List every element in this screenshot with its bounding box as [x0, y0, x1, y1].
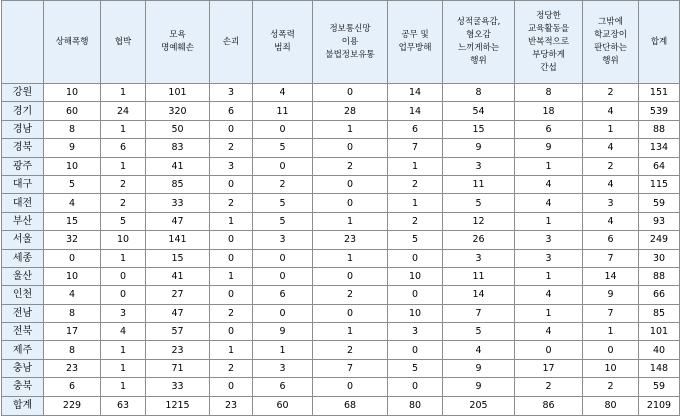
table-row [2, 323, 680, 341]
value-cell: 0 [101, 267, 146, 285]
value-cell: 3 [388, 323, 443, 341]
table-row [2, 212, 680, 230]
value-cell: 1 [313, 249, 388, 267]
value-cell: 14 [388, 102, 443, 120]
value-cell: 115 [639, 175, 680, 193]
value-cell: 50 [146, 120, 210, 138]
table-row [2, 231, 680, 249]
value-cell: 141 [146, 231, 210, 249]
value-cell: 47 [146, 212, 210, 230]
value-cell: 0 [44, 249, 101, 267]
region-cell: 대전 [2, 194, 44, 212]
value-cell: 54 [443, 102, 515, 120]
value-cell: 7 [443, 304, 515, 322]
region-cell: 경북 [2, 139, 44, 157]
column-header: 모욕 명예훼손 [146, 1, 210, 84]
value-cell: 1 [101, 249, 146, 267]
region-cell: 경남 [2, 120, 44, 138]
table-row [2, 175, 680, 193]
value-cell: 15 [443, 120, 515, 138]
value-cell: 47 [146, 304, 210, 322]
value-cell: 1 [583, 323, 639, 341]
value-cell: 27 [146, 286, 210, 304]
value-cell: 3 [515, 249, 583, 267]
value-cell: 249 [639, 231, 680, 249]
value-cell: 0 [210, 120, 253, 138]
value-cell: 148 [639, 359, 680, 377]
value-cell: 2 [515, 378, 583, 396]
table-body [2, 84, 680, 397]
total-value-cell: 86 [515, 396, 583, 415]
value-cell: 3 [210, 84, 253, 102]
value-cell: 0 [210, 378, 253, 396]
value-cell: 0 [313, 139, 388, 157]
value-cell: 0 [515, 341, 583, 359]
value-cell: 0 [210, 249, 253, 267]
value-cell: 2 [388, 212, 443, 230]
value-cell: 5 [443, 194, 515, 212]
value-cell: 5 [253, 194, 313, 212]
value-cell: 28 [313, 102, 388, 120]
value-cell: 0 [583, 341, 639, 359]
total-value-cell: 2109 [639, 396, 680, 415]
value-cell: 1 [210, 341, 253, 359]
value-cell: 0 [101, 286, 146, 304]
total-value-cell: 205 [443, 396, 515, 415]
value-cell: 83 [146, 139, 210, 157]
value-cell: 0 [253, 157, 313, 175]
value-cell: 2 [101, 175, 146, 193]
value-cell: 3 [253, 359, 313, 377]
table-row [2, 194, 680, 212]
table-row [2, 157, 680, 175]
value-cell: 9 [253, 323, 313, 341]
region-cell: 대구 [2, 175, 44, 193]
total-value-cell: 80 [388, 396, 443, 415]
column-header: 합계 [639, 1, 680, 84]
value-cell: 5 [443, 323, 515, 341]
header-corner [2, 1, 44, 84]
value-cell: 15 [44, 212, 101, 230]
value-cell: 8 [515, 84, 583, 102]
value-cell: 11 [443, 175, 515, 193]
total-value-cell: 63 [101, 396, 146, 415]
value-cell: 17 [515, 359, 583, 377]
value-cell: 23 [313, 231, 388, 249]
value-cell: 1 [515, 267, 583, 285]
value-cell: 11 [253, 102, 313, 120]
table-row [2, 249, 680, 267]
table-row [2, 378, 680, 396]
value-cell: 6 [583, 231, 639, 249]
region-cell: 전남 [2, 304, 44, 322]
value-cell: 3 [253, 231, 313, 249]
value-cell: 7 [313, 359, 388, 377]
column-header: 공무 및 업무방해 [388, 1, 443, 84]
region-cell: 울산 [2, 267, 44, 285]
value-cell: 7 [583, 249, 639, 267]
value-cell: 60 [44, 102, 101, 120]
value-cell: 3 [210, 157, 253, 175]
value-cell: 6 [253, 286, 313, 304]
value-cell: 8 [44, 341, 101, 359]
value-cell: 0 [388, 249, 443, 267]
value-cell: 32 [44, 231, 101, 249]
value-cell: 4 [515, 286, 583, 304]
value-cell: 0 [210, 286, 253, 304]
value-cell: 1 [253, 341, 313, 359]
value-cell: 3 [583, 194, 639, 212]
table-row [2, 84, 680, 102]
column-header: 정보통신망 이용 불법정보유통 [313, 1, 388, 84]
value-cell: 17 [44, 323, 101, 341]
value-cell: 0 [210, 175, 253, 193]
value-cell: 30 [639, 249, 680, 267]
value-cell: 2 [388, 175, 443, 193]
value-cell: 6 [388, 120, 443, 138]
value-cell: 5 [101, 212, 146, 230]
table-row [2, 102, 680, 120]
total-value-cell: 1215 [146, 396, 210, 415]
value-cell: 0 [253, 249, 313, 267]
value-cell: 10 [101, 231, 146, 249]
table-row [2, 139, 680, 157]
value-cell: 12 [443, 212, 515, 230]
total-value-cell: 68 [313, 396, 388, 415]
value-cell: 4 [583, 175, 639, 193]
value-cell: 33 [146, 194, 210, 212]
value-cell: 4 [443, 341, 515, 359]
value-cell: 5 [388, 231, 443, 249]
value-cell: 14 [583, 267, 639, 285]
value-cell: 9 [443, 378, 515, 396]
header-row [2, 1, 680, 84]
value-cell: 9 [443, 139, 515, 157]
value-cell: 0 [210, 231, 253, 249]
value-cell: 14 [443, 286, 515, 304]
value-cell: 1 [515, 212, 583, 230]
region-cell: 광주 [2, 157, 44, 175]
value-cell: 2 [101, 194, 146, 212]
value-cell: 9 [44, 139, 101, 157]
table-row [2, 120, 680, 138]
value-cell: 2 [313, 286, 388, 304]
value-cell: 101 [146, 84, 210, 102]
value-cell: 0 [253, 304, 313, 322]
value-cell: 6 [210, 102, 253, 120]
value-cell: 4 [583, 102, 639, 120]
value-cell: 40 [639, 341, 680, 359]
value-cell: 85 [146, 175, 210, 193]
value-cell: 4 [583, 212, 639, 230]
value-cell: 0 [313, 84, 388, 102]
value-cell: 11 [443, 267, 515, 285]
value-cell: 4 [583, 139, 639, 157]
value-cell: 9 [443, 359, 515, 377]
value-cell: 134 [639, 139, 680, 157]
value-cell: 23 [44, 359, 101, 377]
value-cell: 9 [583, 286, 639, 304]
value-cell: 0 [253, 267, 313, 285]
total-value-cell: 229 [44, 396, 101, 415]
value-cell: 8 [44, 120, 101, 138]
value-cell: 6 [515, 120, 583, 138]
region-cell: 서울 [2, 231, 44, 249]
value-cell: 88 [639, 120, 680, 138]
value-cell: 539 [639, 102, 680, 120]
region-cell: 충남 [2, 359, 44, 377]
value-cell: 10 [388, 304, 443, 322]
table-row [2, 267, 680, 285]
table-row [2, 286, 680, 304]
value-cell: 14 [388, 84, 443, 102]
region-cell: 경기 [2, 102, 44, 120]
value-cell: 66 [639, 286, 680, 304]
column-header: 상해폭행 [44, 1, 101, 84]
value-cell: 18 [515, 102, 583, 120]
value-cell: 1 [515, 304, 583, 322]
value-cell: 23 [146, 341, 210, 359]
column-header: 정당한 교육활동을 반복적으로 부당하게 간섭 [515, 1, 583, 84]
value-cell: 1 [313, 120, 388, 138]
value-cell: 2 [253, 175, 313, 193]
value-cell: 7 [388, 139, 443, 157]
value-cell: 5 [388, 359, 443, 377]
value-cell: 0 [388, 341, 443, 359]
value-cell: 10 [44, 267, 101, 285]
value-cell: 2 [210, 194, 253, 212]
total-row [2, 396, 680, 415]
value-cell: 1 [388, 194, 443, 212]
value-cell: 2 [583, 84, 639, 102]
value-cell: 10 [388, 267, 443, 285]
value-cell: 0 [313, 267, 388, 285]
region-cell: 부산 [2, 212, 44, 230]
value-cell: 2 [210, 359, 253, 377]
value-cell: 4 [101, 323, 146, 341]
value-cell: 1 [101, 378, 146, 396]
value-cell: 1 [313, 212, 388, 230]
value-cell: 3 [101, 304, 146, 322]
region-cell: 전북 [2, 323, 44, 341]
value-cell: 4 [515, 175, 583, 193]
table-row [2, 341, 680, 359]
value-cell: 2 [583, 157, 639, 175]
column-header: 성폭력 범죄 [253, 1, 313, 84]
value-cell: 2 [210, 139, 253, 157]
value-cell: 4 [44, 194, 101, 212]
value-cell: 2 [313, 341, 388, 359]
value-cell: 3 [515, 231, 583, 249]
value-cell: 2 [210, 304, 253, 322]
value-cell: 24 [101, 102, 146, 120]
value-cell: 0 [388, 286, 443, 304]
value-cell: 10 [583, 359, 639, 377]
value-cell: 320 [146, 102, 210, 120]
value-cell: 64 [639, 157, 680, 175]
value-cell: 4 [515, 194, 583, 212]
value-cell: 5 [253, 139, 313, 157]
value-cell: 1 [101, 359, 146, 377]
value-cell: 59 [639, 378, 680, 396]
value-cell: 1 [583, 120, 639, 138]
value-cell: 93 [639, 212, 680, 230]
total-value-cell: 60 [253, 396, 313, 415]
column-header: 협박 [101, 1, 146, 84]
value-cell: 0 [313, 194, 388, 212]
value-cell: 6 [44, 378, 101, 396]
value-cell: 1 [210, 267, 253, 285]
value-cell: 3 [443, 157, 515, 175]
value-cell: 2 [313, 157, 388, 175]
total-label-cell: 합계 [2, 396, 44, 415]
column-header: 성적굴욕감, 혐오감 느끼게하는 행위 [443, 1, 515, 84]
region-cell: 세종 [2, 249, 44, 267]
total-value-cell: 80 [583, 396, 639, 415]
value-cell: 57 [146, 323, 210, 341]
table-row [2, 359, 680, 377]
value-cell: 4 [515, 323, 583, 341]
value-cell: 10 [44, 84, 101, 102]
value-cell: 6 [101, 139, 146, 157]
value-cell: 1 [515, 157, 583, 175]
value-cell: 26 [443, 231, 515, 249]
value-cell: 0 [253, 120, 313, 138]
value-cell: 1 [101, 120, 146, 138]
value-cell: 6 [253, 378, 313, 396]
value-cell: 59 [639, 194, 680, 212]
value-cell: 0 [313, 378, 388, 396]
value-cell: 2 [583, 378, 639, 396]
value-cell: 1 [210, 212, 253, 230]
value-cell: 151 [639, 84, 680, 102]
value-cell: 3 [443, 249, 515, 267]
column-header: 손괴 [210, 1, 253, 84]
value-cell: 101 [639, 323, 680, 341]
value-cell: 5 [44, 175, 101, 193]
value-cell: 33 [146, 378, 210, 396]
statistics-table [1, 0, 680, 416]
region-cell: 강원 [2, 84, 44, 102]
value-cell: 1 [101, 157, 146, 175]
value-cell: 4 [44, 286, 101, 304]
value-cell: 4 [253, 84, 313, 102]
value-cell: 41 [146, 267, 210, 285]
value-cell: 10 [44, 157, 101, 175]
value-cell: 5 [253, 212, 313, 230]
value-cell: 85 [639, 304, 680, 322]
value-cell: 15 [146, 249, 210, 267]
value-cell: 1 [313, 323, 388, 341]
value-cell: 0 [313, 175, 388, 193]
total-value-cell: 23 [210, 396, 253, 415]
value-cell: 1 [101, 84, 146, 102]
value-cell: 8 [44, 304, 101, 322]
value-cell: 0 [388, 378, 443, 396]
region-cell: 충북 [2, 378, 44, 396]
column-header: 그밖에 학교장이 판단하는 행위 [583, 1, 639, 84]
value-cell: 88 [639, 267, 680, 285]
value-cell: 71 [146, 359, 210, 377]
region-cell: 인천 [2, 286, 44, 304]
value-cell: 0 [313, 304, 388, 322]
region-cell: 제주 [2, 341, 44, 359]
value-cell: 1 [388, 157, 443, 175]
value-cell: 7 [583, 304, 639, 322]
value-cell: 9 [515, 139, 583, 157]
value-cell: 8 [443, 84, 515, 102]
table-row [2, 304, 680, 322]
value-cell: 41 [146, 157, 210, 175]
value-cell: 1 [101, 341, 146, 359]
value-cell: 0 [210, 323, 253, 341]
